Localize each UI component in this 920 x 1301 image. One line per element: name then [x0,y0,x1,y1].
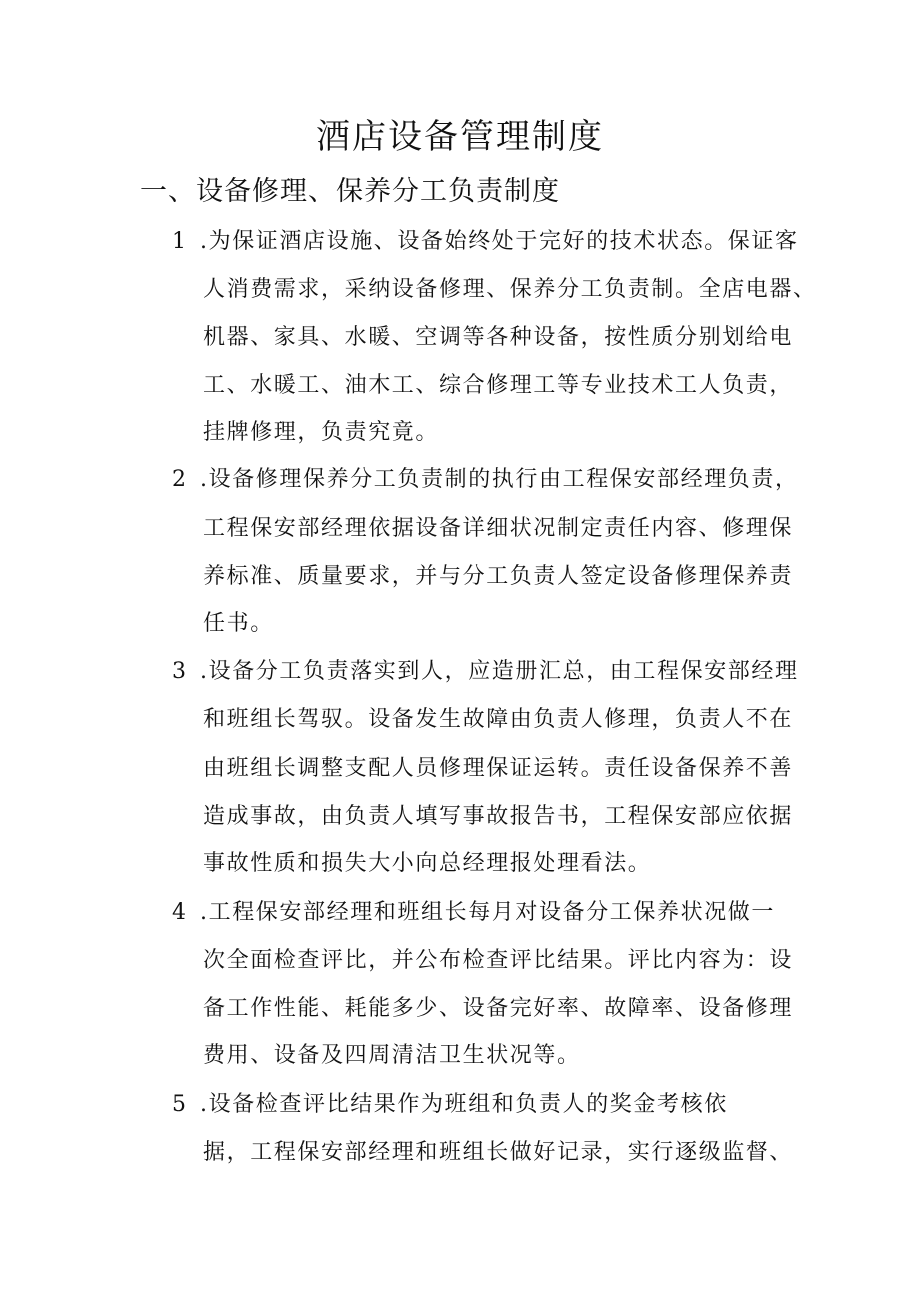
item-3-line-5: 事故性质和损失大小向总经理报处理看法。 [203,851,652,876]
item-number: 5 [172,1092,188,1117]
item-3-line-4: 造成事故，由负责人填写事故报告书，工程保安部应依据 [203,804,794,829]
section-heading: 一、设备修理、保养分工负责制度 [140,176,560,207]
item-number: 3 [172,659,188,684]
item-1-line-4: 工、水暖工、油木工、综合修理工等专业技术工人负责， [203,373,794,398]
item-text: .设备分工负责落实到人，应造册汇总，由工程保安部经理 [200,659,799,684]
item-number: 1 [172,229,188,254]
item-4-line-4: 费用、设备及四周清洁卫生状况等。 [203,1043,581,1068]
item-number: 2 [172,467,188,492]
item-2-line-4: 任书。 [203,611,274,636]
item-2-line-2: 工程保安部经理依据设备详细状况制定责任内容、修理保 [203,516,794,541]
item-5-line-1 [172,1090,728,1120]
item-text: .设备检查评比结果作为班组和负责人的奖金考核依 [200,1092,728,1117]
item-3-line-2: 和班组长驾驭。设备发生故障由负责人修理，负责人不在 [203,707,794,732]
item-1-line-5: 挂牌修理，负责究竟。 [203,420,440,445]
item-1-line-1 [172,227,799,257]
item-3-line-1 [172,657,799,687]
item-1-line-3: 机器、家具、水暖、空调等各种设备，按性质分别划给电 [203,325,794,350]
item-1-line-2: 人消费需求，采纳设备修理、保养分工负责制。全店电器、 [203,277,817,302]
item-2-line-1 [172,465,799,495]
item-text: .设备修理保养分工负责制的执行由工程保安部经理负责， [200,467,799,492]
item-text: .为保证酒店设施、设备始终处于完好的技术状态。保证客 [200,229,799,254]
item-3-line-3: 由班组长调整支配人员修理保证运转。责任设备保养不善 [203,756,794,781]
item-2-line-3: 养标准、质量要求，并与分工负责人签定设备修理保养责 [203,564,794,589]
item-text: .工程保安部经理和班组长每月对设备分工保养状况做一 [200,900,775,925]
item-5-line-2: 据，工程保安部经理和班组长做好记录，实行逐级监督、 [203,1140,794,1165]
item-number: 4 [172,900,188,925]
document-title: 酒店设备管理制度 [316,117,604,157]
item-4-line-2: 次全面检查评比，并公布检查评比结果。评比内容为：设 [203,948,794,973]
item-4-line-1 [172,898,775,928]
item-4-line-3: 备工作性能、耗能多少、设备完好率、故障率、设备修理 [203,996,794,1021]
